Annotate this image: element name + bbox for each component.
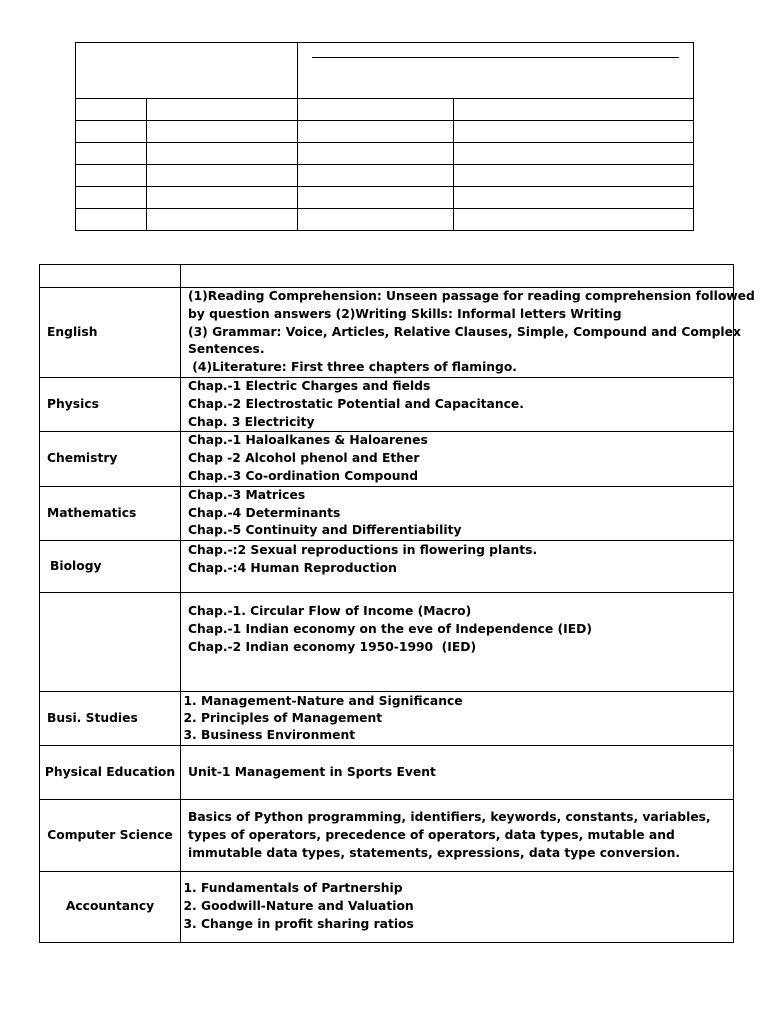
table-cell bbox=[76, 187, 147, 209]
table-cell bbox=[147, 187, 298, 209]
topics-header-cell bbox=[181, 265, 734, 288]
syllabus-row-business-studies bbox=[40, 692, 734, 746]
title-underline bbox=[312, 57, 679, 58]
table-row bbox=[76, 209, 694, 231]
table-cell bbox=[147, 99, 298, 121]
syllabus-row-economics bbox=[40, 593, 734, 692]
topic-item: 2. Principles of Management bbox=[201, 710, 727, 727]
topic-item: 1. Fundamentals of Partnership bbox=[201, 880, 727, 898]
topic-item: 3. Business Environment bbox=[201, 727, 727, 744]
topic-line: Sentences. bbox=[188, 342, 265, 357]
header-info-table bbox=[75, 42, 694, 231]
topics-cell bbox=[181, 288, 755, 378]
table-cell bbox=[76, 121, 147, 143]
topic-item: 1. Management-Nature and Significance bbox=[201, 693, 727, 710]
syllabus-row-chemistry bbox=[40, 432, 734, 486]
table-cell bbox=[454, 165, 694, 187]
syllabus-table bbox=[39, 264, 755, 943]
table-cell bbox=[76, 99, 147, 121]
subject-cell: Physics bbox=[40, 378, 181, 432]
subject-cell: Physical Education bbox=[40, 746, 181, 800]
subject-cell bbox=[40, 593, 181, 692]
topics-cell bbox=[181, 800, 734, 872]
subject-cell: Accountancy bbox=[40, 872, 181, 943]
table-cell bbox=[76, 209, 147, 231]
table-cell bbox=[454, 121, 694, 143]
topic-line: (3) Grammar: Voice, Articles, Relative Clauses, Simple, Compound and Complex bbox=[188, 324, 741, 339]
topic-line: Unit-1 Management in Sports Event bbox=[188, 764, 436, 779]
subject-cell: Biology bbox=[40, 541, 181, 593]
table-cell bbox=[454, 187, 694, 209]
syllabus-row-physical-education bbox=[40, 746, 734, 800]
topic-line: by question answers (2)Writing Skills: Informal letters Writing bbox=[188, 306, 622, 321]
topic-line: Chap.-1 Indian economy on the eve of Independence (IED) bbox=[188, 621, 592, 636]
table-cell bbox=[298, 121, 454, 143]
topic-item: 2. Goodwill-Nature and Valuation bbox=[201, 898, 727, 916]
table-cell bbox=[147, 165, 298, 187]
topics-cell bbox=[181, 432, 734, 486]
table-cell bbox=[147, 121, 298, 143]
topic-list bbox=[188, 693, 727, 743]
table-cell bbox=[298, 187, 454, 209]
topics-cell bbox=[181, 378, 734, 432]
syllabus-row-mathematics bbox=[40, 486, 734, 540]
topic-item: 3. Change in profit sharing ratios bbox=[201, 916, 727, 934]
syllabus-row-accountancy bbox=[40, 872, 734, 943]
topics-cell bbox=[181, 872, 734, 943]
topic-line: Chap.-3 Co-ordination Compound bbox=[188, 468, 419, 483]
subject-cell: Mathematics bbox=[40, 486, 181, 540]
table-row bbox=[76, 187, 694, 209]
topic-line: Chap -2 Alcohol phenol and Ether bbox=[188, 451, 420, 466]
topics-cell bbox=[181, 692, 734, 746]
table-cell bbox=[76, 165, 147, 187]
header-cell-left bbox=[76, 43, 298, 99]
subject-cell: English bbox=[40, 288, 181, 378]
topics-cell bbox=[181, 486, 734, 540]
topic-line: Chap.-:2 Sexual reproductions in flowering plants. bbox=[188, 543, 538, 558]
subject-cell: Busi. Studies bbox=[40, 692, 181, 746]
table-cell bbox=[454, 99, 694, 121]
subject-cell: Chemistry bbox=[40, 432, 181, 486]
topics-cell bbox=[181, 746, 734, 800]
topic-line: Chap.-2 Electrostatic Potential and Capacitance. bbox=[188, 396, 524, 411]
table-row bbox=[76, 165, 694, 187]
topics-cell bbox=[181, 593, 734, 692]
table-cell bbox=[454, 209, 694, 231]
topic-line: (1)Reading Comprehension: Unseen passage for reading comprehension followed bbox=[188, 289, 755, 303]
table-cell bbox=[298, 165, 454, 187]
table-cell bbox=[298, 99, 454, 121]
topic-line: Chap.-3 Matrices bbox=[188, 487, 306, 502]
topic-line: Chap.-2 Indian economy 1950-1990 (IED) bbox=[188, 639, 477, 654]
table-cell bbox=[298, 209, 454, 231]
topic-list bbox=[188, 880, 727, 933]
syllabus-row-biology bbox=[40, 541, 734, 593]
syllabus-row-physics bbox=[40, 378, 734, 432]
table-row bbox=[76, 143, 694, 165]
topic-line: Chap.-:4 Human Reproduction bbox=[188, 560, 397, 575]
topics-cell bbox=[181, 541, 734, 593]
table-cell bbox=[147, 143, 298, 165]
syllabus-row-english bbox=[40, 288, 734, 378]
table-cell bbox=[454, 143, 694, 165]
subject-header-cell bbox=[40, 265, 181, 288]
subject-cell: Computer Science bbox=[40, 800, 181, 872]
topic-line: Chap.-4 Determinants bbox=[188, 505, 341, 520]
topic-line: Chap.-1. Circular Flow of Income (Macro) bbox=[188, 604, 472, 619]
table-row bbox=[76, 121, 694, 143]
syllabus-row-computer-science bbox=[40, 800, 734, 872]
table-row bbox=[76, 99, 694, 121]
topic-line: Chap.-5 Continuity and Differentiability bbox=[188, 523, 462, 538]
header-row bbox=[76, 43, 694, 99]
topic-line: (4)Literature: First three chapters of flamingo. bbox=[188, 360, 517, 375]
table-cell bbox=[76, 143, 147, 165]
topic-line: Chap.-1 Haloalkanes & Haloarenes bbox=[188, 433, 428, 448]
header-cell-right bbox=[298, 43, 694, 99]
table-cell bbox=[147, 209, 298, 231]
topic-line: Chap.-1 Electric Charges and fields bbox=[188, 379, 431, 393]
syllabus-header-row bbox=[40, 265, 734, 288]
topic-paragraph: Basics of Python programming, identifiers, keywords, constants, variables, types of operators, precedence of operators, data types, mutable and immutable data types, statements, expressions, data type conversion. bbox=[188, 809, 711, 860]
table-cell bbox=[298, 143, 454, 165]
topic-line: Chap. 3 Electricity bbox=[188, 414, 315, 429]
